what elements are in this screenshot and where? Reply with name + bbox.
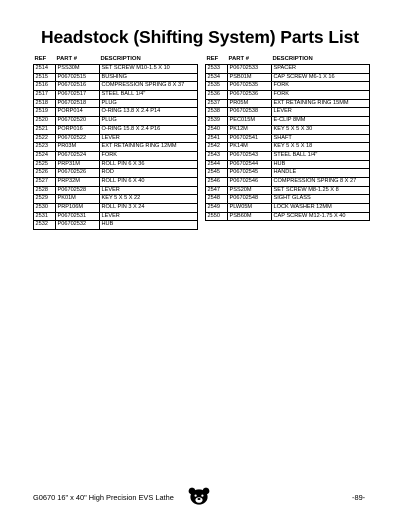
cell-ref: 2542 bbox=[206, 143, 228, 152]
table-row bbox=[34, 91, 198, 100]
cell-ref: 2526 bbox=[34, 169, 56, 178]
cell-ref: 2522 bbox=[34, 134, 56, 143]
cell-description: PLUG bbox=[100, 99, 198, 108]
cell-description: O-RING 13.8 X 2.4 P14 bbox=[100, 108, 198, 117]
cell-part-number: P06702533 bbox=[228, 65, 272, 74]
table-row bbox=[34, 134, 198, 143]
parts-table-right bbox=[205, 56, 370, 221]
cell-description: CAP SCREW M12-1.75 X 40 bbox=[272, 212, 370, 221]
cell-part-number: PSS20M bbox=[228, 186, 272, 195]
footer-model-name: G0670 16" x 40" High Precision EVS Lathe bbox=[33, 493, 174, 502]
cell-ref: 2541 bbox=[206, 134, 228, 143]
cell-part-number: P06702548 bbox=[228, 195, 272, 204]
table-row bbox=[34, 195, 198, 204]
table-row bbox=[206, 186, 370, 195]
cell-description: SET SCREW M10-1.5 X 10 bbox=[100, 65, 198, 74]
table-row bbox=[34, 204, 198, 213]
cell-ref: 2543 bbox=[206, 151, 228, 160]
cell-part-number: P06702522 bbox=[56, 134, 100, 143]
cell-part-number: P06702518 bbox=[56, 99, 100, 108]
cell-description: LEVER bbox=[100, 212, 198, 221]
table-row bbox=[34, 169, 198, 178]
cell-part-number: P06702526 bbox=[56, 169, 100, 178]
cell-description: ROLL PIN 6 X 40 bbox=[100, 177, 198, 186]
cell-ref: 2528 bbox=[34, 186, 56, 195]
table-header bbox=[34, 56, 198, 65]
bear-head-icon bbox=[188, 487, 210, 505]
cell-part-number: PSS30M bbox=[56, 65, 100, 74]
cell-ref: 2548 bbox=[206, 195, 228, 204]
cell-ref: 2538 bbox=[206, 108, 228, 117]
cell-part-number: PORP016 bbox=[56, 125, 100, 134]
cell-description: COMPRESSION SPRING 8 X 27 bbox=[272, 177, 370, 186]
cell-part-number: PORP014 bbox=[56, 108, 100, 117]
cell-part-number: PK01M bbox=[56, 195, 100, 204]
table-row bbox=[206, 212, 370, 221]
table-row bbox=[206, 82, 370, 91]
cell-part-number: PRP106M bbox=[56, 204, 100, 213]
cell-description: FORK bbox=[272, 82, 370, 91]
table-header bbox=[206, 56, 370, 65]
page-number: -89- bbox=[352, 493, 366, 502]
cell-description: LEVER bbox=[100, 134, 198, 143]
cell-ref: 2534 bbox=[206, 73, 228, 82]
cell-ref: 2533 bbox=[206, 65, 228, 74]
table-row bbox=[34, 151, 198, 160]
cell-part-number: P06702517 bbox=[56, 91, 100, 100]
table-row bbox=[34, 160, 198, 169]
cell-description: O-RING 15.8 X 2.4 P16 bbox=[100, 125, 198, 134]
cell-description: ROLL PIN 6 X 36 bbox=[100, 160, 198, 169]
cell-part-number: P06702536 bbox=[228, 91, 272, 100]
cell-description: STEEL BALL 1/4" bbox=[100, 91, 198, 100]
cell-description: KEY 5 X 5 X 30 bbox=[272, 125, 370, 134]
cell-part-number: P06702541 bbox=[228, 134, 272, 143]
cell-ref: 2525 bbox=[34, 160, 56, 169]
cell-part-number: PSB60M bbox=[228, 212, 272, 221]
cell-ref: 2519 bbox=[34, 108, 56, 117]
table-row bbox=[34, 221, 198, 230]
cell-ref: 2550 bbox=[206, 212, 228, 221]
cell-part-number: P06702535 bbox=[228, 82, 272, 91]
table-row bbox=[206, 195, 370, 204]
cell-ref: 2517 bbox=[34, 91, 56, 100]
column-header-part: PART # bbox=[228, 56, 250, 63]
table-row bbox=[34, 65, 198, 74]
table-row bbox=[34, 186, 198, 195]
cell-description: EXT RETAINING RING 15MM bbox=[272, 99, 370, 108]
cell-ref: 2516 bbox=[34, 82, 56, 91]
parts-table-left-body bbox=[34, 65, 198, 230]
cell-ref: 2531 bbox=[34, 212, 56, 221]
table-row bbox=[206, 125, 370, 134]
table-row bbox=[206, 73, 370, 82]
cell-part-number: P06702543 bbox=[228, 151, 272, 160]
cell-ref: 2529 bbox=[34, 195, 56, 204]
cell-part-number: P06702538 bbox=[228, 108, 272, 117]
cell-ref: 2545 bbox=[206, 169, 228, 178]
cell-description: BUSHING bbox=[100, 73, 198, 82]
cell-description: ROLL PIN 3 X 24 bbox=[100, 204, 198, 213]
table-row bbox=[206, 177, 370, 186]
cell-part-number: PRP32M bbox=[56, 177, 100, 186]
cell-ref: 2523 bbox=[34, 143, 56, 152]
table-row bbox=[206, 151, 370, 160]
cell-description: STEEL BALL 1/4" bbox=[272, 151, 370, 160]
cell-part-number: PSB01M bbox=[228, 73, 272, 82]
cell-ref: 2540 bbox=[206, 125, 228, 134]
cell-part-number: P06702544 bbox=[228, 160, 272, 169]
table-row bbox=[206, 91, 370, 100]
cell-part-number: P06702528 bbox=[56, 186, 100, 195]
cell-ref: 2547 bbox=[206, 186, 228, 195]
cell-part-number: P06702545 bbox=[228, 169, 272, 178]
table-row bbox=[206, 117, 370, 126]
cell-description: EXT RETAINING RING 12MM bbox=[100, 143, 198, 152]
cell-ref: 2518 bbox=[34, 99, 56, 108]
table-row bbox=[206, 160, 370, 169]
table-row bbox=[206, 99, 370, 108]
cell-part-number: P06702524 bbox=[56, 151, 100, 160]
cell-part-number: P06702546 bbox=[228, 177, 272, 186]
cell-description: LEVER bbox=[272, 108, 370, 117]
cell-part-number: P06702520 bbox=[56, 117, 100, 126]
cell-ref: 2515 bbox=[34, 73, 56, 82]
table-row bbox=[206, 169, 370, 178]
cell-ref: 2514 bbox=[34, 65, 56, 74]
cell-description: SIGHT GLASS bbox=[272, 195, 370, 204]
table-row bbox=[206, 65, 370, 74]
cell-description: ROD bbox=[100, 169, 198, 178]
cell-ref: 2537 bbox=[206, 99, 228, 108]
cell-part-number: PLW05M bbox=[228, 204, 272, 213]
table-row bbox=[34, 82, 198, 91]
cell-ref: 2536 bbox=[206, 91, 228, 100]
parts-table-right-body bbox=[206, 65, 370, 221]
table-row bbox=[34, 73, 198, 82]
table-row bbox=[206, 204, 370, 213]
cell-ref: 2539 bbox=[206, 117, 228, 126]
cell-ref: 2521 bbox=[34, 125, 56, 134]
cell-part-number: PR03M bbox=[56, 143, 100, 152]
table-row bbox=[34, 212, 198, 221]
cell-part-number: PRP31M bbox=[56, 160, 100, 169]
cell-description: FORK bbox=[100, 151, 198, 160]
cell-part-number: P06702515 bbox=[56, 73, 100, 82]
cell-description: E-CLIP 8MM bbox=[272, 117, 370, 126]
cell-description: CAP SCREW M6-1 X 16 bbox=[272, 73, 370, 82]
cell-description: LOCK WASHER 12MM bbox=[272, 204, 370, 213]
table-row bbox=[34, 177, 198, 186]
column-header-ref: REF bbox=[34, 56, 47, 63]
parts-table-left bbox=[33, 56, 198, 230]
table-row bbox=[34, 143, 198, 152]
table-row bbox=[34, 117, 198, 126]
column-header-ref: REF bbox=[206, 56, 219, 63]
cell-part-number: PK12M bbox=[228, 125, 272, 134]
cell-part-number: P06702532 bbox=[56, 221, 100, 230]
table-row bbox=[34, 99, 198, 108]
column-header-description: DESCRIPTION bbox=[272, 56, 313, 63]
cell-description: FORK bbox=[272, 91, 370, 100]
cell-ref: 2549 bbox=[206, 204, 228, 213]
cell-ref: 2520 bbox=[34, 117, 56, 126]
table-row bbox=[34, 125, 198, 134]
cell-part-number: P06702516 bbox=[56, 82, 100, 91]
page-title: Headstock (Shifting System) Parts List bbox=[40, 27, 360, 47]
cell-part-number: PK14M bbox=[228, 143, 272, 152]
cell-ref: 2524 bbox=[34, 151, 56, 160]
cell-description: LEVER bbox=[100, 186, 198, 195]
cell-description: HUB bbox=[100, 221, 198, 230]
cell-ref: 2530 bbox=[34, 204, 56, 213]
cell-ref: 2527 bbox=[34, 177, 56, 186]
column-header-part: PART # bbox=[56, 56, 78, 63]
cell-ref: 2546 bbox=[206, 177, 228, 186]
cell-description: SPACER bbox=[272, 65, 370, 74]
cell-ref: 2532 bbox=[34, 221, 56, 230]
cell-ref: 2544 bbox=[206, 160, 228, 169]
cell-description: HUB bbox=[272, 160, 370, 169]
table-row bbox=[206, 143, 370, 152]
cell-description: PLUG bbox=[100, 117, 198, 126]
table-row bbox=[206, 134, 370, 143]
cell-description: KEY 5 X 5 X 18 bbox=[272, 143, 370, 152]
column-header-description: DESCRIPTION bbox=[100, 56, 141, 63]
cell-description: HANDLE bbox=[272, 169, 370, 178]
cell-description: COMPRESSION SPRING 8 X 37 bbox=[100, 82, 198, 91]
table-row bbox=[34, 108, 198, 117]
cell-description: SHAFT bbox=[272, 134, 370, 143]
cell-part-number: P06702531 bbox=[56, 212, 100, 221]
cell-description: KEY 5 X 5 X 22 bbox=[100, 195, 198, 204]
table-row bbox=[206, 108, 370, 117]
cell-description: SET SCREW M8-1.25 X 8 bbox=[272, 186, 370, 195]
cell-ref: 2535 bbox=[206, 82, 228, 91]
cell-part-number: PEC015M bbox=[228, 117, 272, 126]
cell-part-number: PR05M bbox=[228, 99, 272, 108]
